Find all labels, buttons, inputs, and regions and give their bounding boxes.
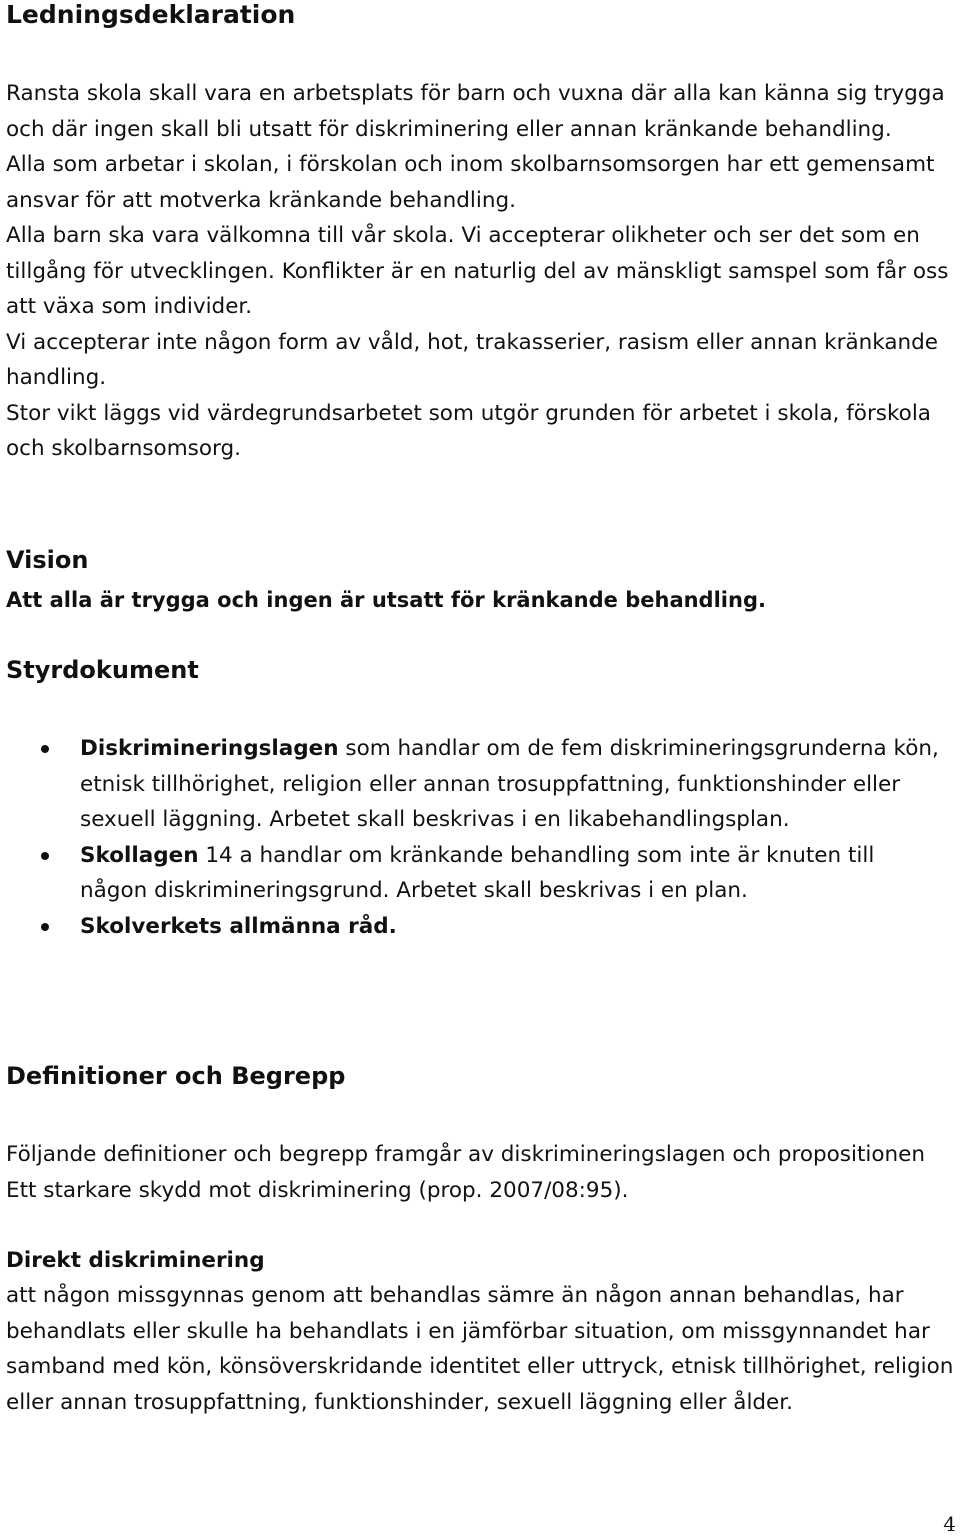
- list-item-bold: Skollagen: [80, 842, 199, 868]
- bullet-icon: [41, 745, 49, 753]
- page-title: Ledningsdeklaration: [6, 0, 296, 29]
- definitions-heading: Definitioner och Begrepp: [6, 1062, 346, 1090]
- styrdokument-list: [0, 731, 960, 944]
- list-item: [0, 909, 960, 945]
- vision-statement: Att alla är trygga och ingen är utsatt för kränkande behandling.: [6, 588, 766, 612]
- intro-sentence: Vi accepterar inte någon form av våld, hot, trakasserier, rasism eller annan kränkande handling.: [6, 329, 939, 390]
- intro-sentence: Stor vikt läggs vid värdegrundsarbetet som utgör grunden för arbetet i skola, förskola och skolbarnsomsorg.: [6, 400, 931, 461]
- list-item-bold: Skolverkets allmänna råd.: [80, 913, 397, 939]
- list-item-text: 14 a handlar om kränkande behandling som inte är knuten till någon diskrimineringsgrund. Arbetet skall beskrivas i en plan.: [80, 842, 875, 903]
- definitions-intro: Följande definitioner och begrepp framgår av diskrimineringslagen och propositionen Ett starkare skydd mot diskriminering (prop. 2007/08:95).: [6, 1142, 925, 1203]
- definition-text: att någon missgynnas genom att behandlas sämre än någon annan behandlas, har behandlats eller skulle ha behandlats i en jämförbar situation, om missgynnandet har samband med kön, könsöverskridande identitet eller uttryck, etnisk tillhörighet, religion eller annan trosuppfattning, funktionshinder, sexuell läggning eller ålder.: [6, 1283, 954, 1415]
- list-item-text: som handlar om de fem diskrimineringsgrunderna kön, etnisk tillhörighet, religion eller annan trosuppfattning, funktionshinder eller sexuell läggning. Arbetet skall beskrivas i en likabehandlingsplan.: [80, 736, 939, 832]
- intro-sentence: Alla barn ska vara välkomna till vår skola. Vi accepterar olikheter och ser det som en tillgång för utvecklingen. Konflikter är en naturlig del av mänskligt samspel som får oss att växa som individer.: [6, 223, 949, 319]
- list-item: [0, 838, 960, 909]
- page-number: 4: [943, 1512, 956, 1536]
- definition-term: Direkt diskriminering: [6, 1248, 265, 1273]
- styrdokument-heading: Styrdokument: [6, 656, 199, 684]
- bullet-icon: [41, 923, 49, 931]
- intro-sentence: Ransta skola skall vara en arbetsplats för barn och vuxna där alla kan känna sig trygga och där ingen skall bli utsatt för diskriminering eller annan kränkande behandling.: [6, 81, 945, 142]
- intro-paragraph: [6, 76, 954, 467]
- vision-heading: Vision: [6, 546, 89, 574]
- list-item: [0, 731, 960, 838]
- intro-sentence: Alla som arbetar i skolan, i förskolan och inom skolbarnsomsorgen har ett gemensamt ansvar för att motverka kränkande behandling.: [6, 152, 935, 213]
- list-item-bold: Diskrimineringslagen: [80, 736, 339, 761]
- bullet-icon: [41, 852, 49, 860]
